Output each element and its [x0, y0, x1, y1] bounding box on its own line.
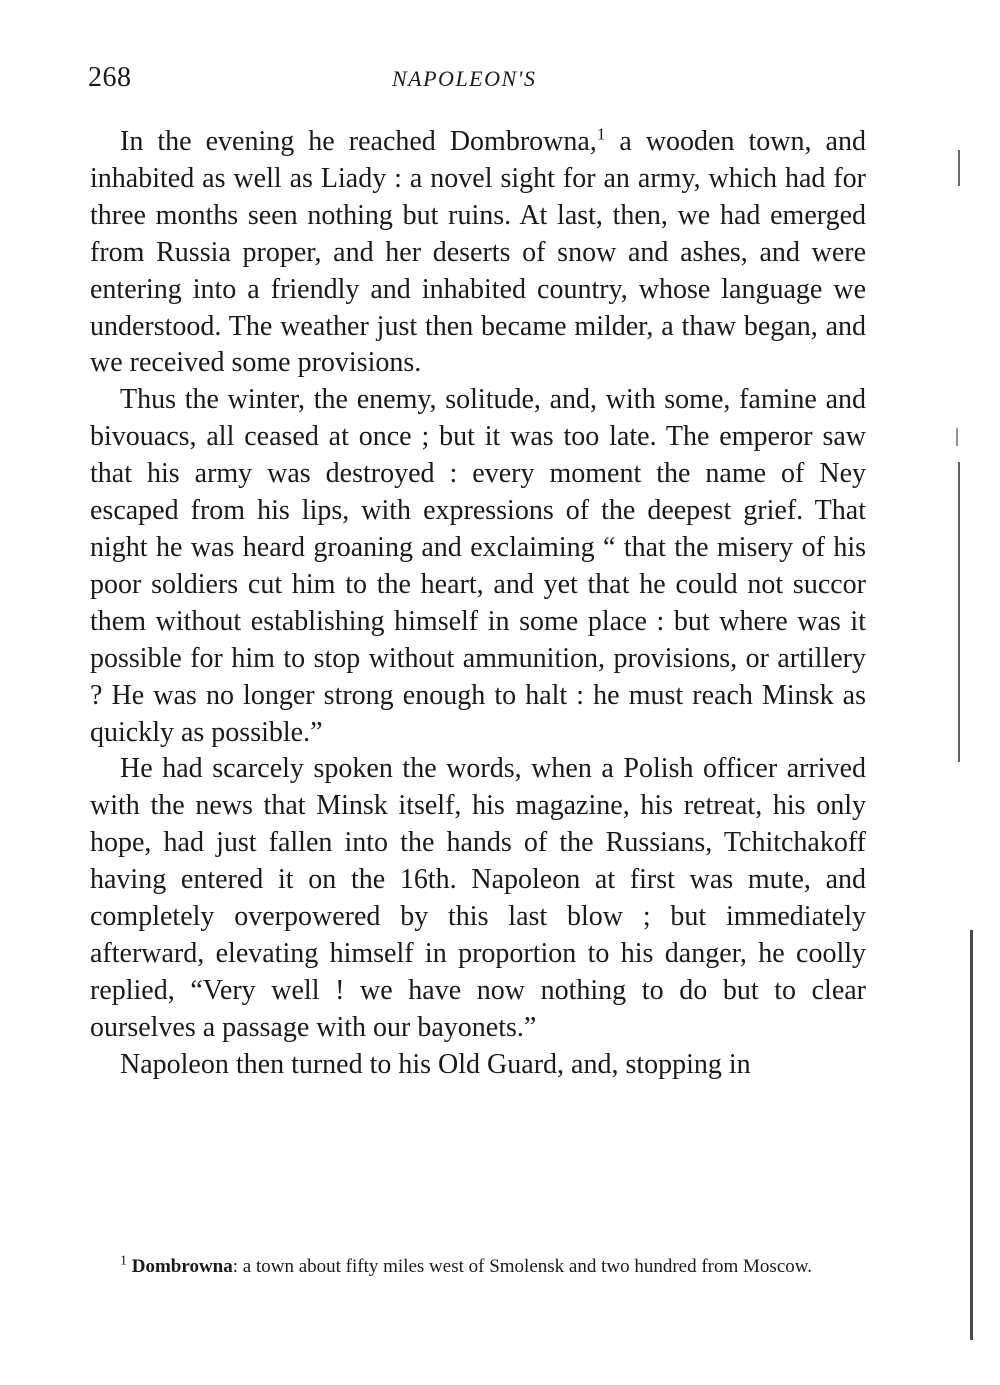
- scan-artifact-line: [958, 462, 960, 762]
- running-title: NAPOLEON'S: [392, 66, 537, 91]
- paragraph-4: Napoleon then turned to his Old Guard, and, stopping in: [120, 1048, 751, 1080]
- footnote: [90, 1251, 866, 1282]
- scan-artifact-line: [956, 428, 958, 446]
- paragraph-1-text: In the evening he reached Dombrowna,: [120, 126, 597, 157]
- page-number: 268: [88, 62, 132, 93]
- paragraph-1-text-continued: a wooden town, and inhabited as well as Liady : a novel sight for an army, which had for three months seen nothing but ruins. At last, then, we had emerged from Russia proper, and her deserts of snow and ashes, and were entering into a friendly and inhabited country, whose language we understood. The weather just then became milder, a thaw began, and we received some provisions.: [90, 126, 866, 379]
- paragraph-1: [90, 124, 866, 382]
- body-text: [90, 124, 866, 1084]
- paragraph-2: Thus the winter, the enemy, solitude, and, with some, famine and bivouacs, all ceased at once ; but it was too late. The emperor saw that his army was destroyed : every moment the name of Ney escaped from his lips, with expressions of the deepest grief. That night he was heard groaning and exclaiming “ that the misery of his poor soldiers cut him to the heart, and yet that he could not succor them without establishing himself in some place : but where was it possible for him to stop without ammunition, provisions, or artillery ? He was no longer strong enough to halt : he must reach Minsk as quickly as possible.”: [90, 384, 866, 748]
- paragraph-3: He had scarcely spoken the words, when a Polish officer arrived with the news that Minsk itself, his magazine, his retreat, his only hope, had just fallen into the hands of the Russians, Tchitchakoff having entered it on the 16th. Napoleon at first was mute, and completely overpowered by this last blow ; but immediately afterward, elevating himself in proportion to his danger, he coolly replied, “Very well ! we have now nothing to do but to clear ourselves a passage with our bayonets.”: [90, 753, 866, 1043]
- footnote-reference: 1: [596, 124, 606, 144]
- footnote-term: Dombrowna: [131, 1256, 233, 1277]
- footnote-text: : a town about fifty miles west of Smolensk and two hundred from Moscow.: [232, 1256, 812, 1277]
- footnote-number: 1: [120, 1253, 127, 1269]
- scan-artifact-line: [958, 150, 960, 186]
- scan-artifact-line: [970, 930, 973, 1340]
